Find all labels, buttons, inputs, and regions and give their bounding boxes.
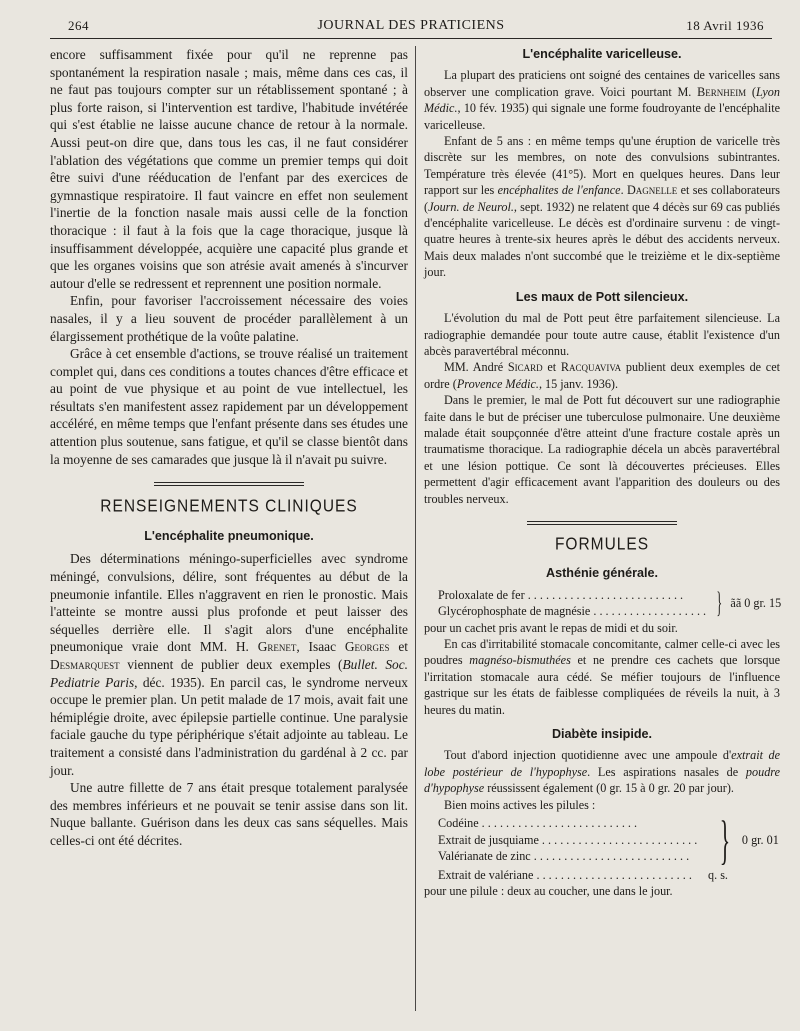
prescription-dose: 0 gr. 01	[741, 832, 779, 847]
subheading-encephalite-pneumonique: L'encéphalite pneumonique.	[144, 528, 314, 543]
subheading-asthenie: Asthénie générale.	[546, 566, 658, 581]
paragraph: Bien moins actives les pilules :	[444, 797, 596, 812]
prescription-item: Codéine . . .	[438, 815, 708, 831]
subheading-diabete: Diabète insipide.	[551, 727, 653, 742]
page-header	[50, 16, 772, 39]
paragraph: Grâce à cet ensemble d'actions, se trouve réalisé un traitement complet qui, dans ces conditions a toutes chances d'être efficace et au point de vue physique et au point de vue intellectuel, les résultats s'en manifestent assez rapidement par un développement accéléré, en même temps que l'enfant présente dans ses études une attention plus soutenue, sans fatigue, et qu'il se classe bientôt dans la moyenne de ses camarades que jusque là il n'avait pu suivre.	[50, 346, 408, 467]
paragraph: encore suffisamment fixée pour qu'il ne reprenne pas spontanément la respiration nasale ; mais, même dans ces cas, il ne faut pas toujours compter sur un rétablissement spontané ; à plus forte raison, si l'intervention est tardive, l'habitude invétérée qui s'est établie ne laisse aucune chance de retour à la normale. Aussi peut-on dire que, dans tous les cas, il ne faut considérer l'ablation des végétations que comme un premier temps qui doit être suivi d'une rééducation de l'enfant par des exercices de gymnastique respiratoire. Il faut vaincre en effet non seulement l'inertie de la fonction nasale mais aussi celle de la fonction thoracique : il faut à la fois que la cage thoracique, jusque là insuffisamment développée, acquière une capacité plus grande et que les organes voisins que son atrésie avait amenés à s'incurver autour d'elle se redressent et reprennent une position normale.	[50, 47, 408, 291]
paragraph: En cas d'irritabilité stomacale concomitante, calmer celle-ci avec les poudres magnéso-bismuthées et ne prendre ces cachets que lorsque l'irritation stomacale aura cédé. Se méfier toujours de l'influence gastrique sur les états de faiblesse compliquées de réveils la nuit, à 3 heures du matin.	[424, 637, 780, 717]
paragraph: MM. André Sicard et Racquaviva publient deux exemples de cet ordre (Provence Médic., 15 janv. 1936).	[424, 360, 780, 391]
prescription-pilules	[438, 810, 780, 871]
paragraph: Tout d'abord injection quotidienne avec une ampoule d'extrait de lobe postérieur de l'hypophyse. Les aspirations nasales de poudre d'hypophyse réussissent également (0 gr. 15 à 0 gr. 20 par jour).	[424, 748, 780, 796]
paragraph: Enfant de 5 ans : en même temps qu'une éruption de varicelle très discrète sur les membres, on note des convulsions subintrantes. Température très élevée (41°5). Mort en quelques heures. Dans leur rapport sur les encéphalites de l'enfance. Dagnelle et ses collaborateurs (Journ. de Neurol., sept. 1932) ne relatent que 4 décès sur 69 cas publiés d'encéphalite varicelleuse. Le décès est d'ordinaire survenu : de vingt-quatre heures à trente-six heures après le début des accidents nerveux. Mais deux malades n'ont succombé que le treizième et le dix-septième jour.	[424, 134, 781, 280]
prescription-dose: ãã 0 gr. 15	[730, 595, 782, 610]
column-divider	[415, 46, 416, 1011]
left-column	[50, 46, 408, 850]
prescription-asthenie	[438, 587, 780, 620]
brace-symbol: }	[716, 586, 723, 620]
paragraph: pour un cachet pris avant le repas de midi et du soir.	[424, 620, 678, 635]
journal-title: JOURNAL DES PRATICIENS	[317, 18, 505, 33]
section-separator	[527, 521, 677, 525]
prescription-item: Extrait de valériane . . .	[438, 867, 708, 883]
right-column	[424, 46, 780, 900]
paragraph: La plupart des praticiens ont soigné des centaines de varicelles sans observer une complication grave. Voici pourtant M. Bernheim (Lyon Médic., 10 fév. 1935) qui signale une forme foudroyante de l'encéphalite varicelleuse.	[424, 68, 780, 132]
paragraph: Des déterminations méningo-superficielles avec syndrome méningé, convulsions, délire, sont fréquentes au début de la pneumonie infantile. Elles n'aggravent en rien le pronostic. Mais l'atteinte se montre aussi plus profonde et peut laisser des séquelles derrière elle. Il s'agit alors d'une encéphalite pneumonique vraie dont MM. H. Grenet, Isaac Georges et Desmarquest viennent de publier deux exemples (Bullet. Soc. Pediatrie Paris, déc. 1935). En parcil cas, le syndrome nerveux occupe le premier plan. Un petit malade de 17 mois, avait fait une hémiplégie droite, avec épilepsie partielle continue. Une paralysie faciale gauche du type périphérique s'était adjointe au tableau. Le traitement a consisté dans l'administration du gardénal à 2 cc. par jour.	[50, 551, 409, 778]
paragraph: L'évolution du mal de Pott peut être parfaitement silencieuse. La radiographie demandée pour toute autre cause, établit l'existence d'un abcès paravertébral méconnu.	[424, 311, 780, 358]
prescription-item: Extrait de jusquiame . . .	[438, 832, 708, 848]
paragraph: Une autre fillette de 7 ans était presque totalement paralysée des membres inférieurs et ne pouvait se tenir assise dans son lit. Nuque ballante. Guérison dans les deux cas sans séquelles. Mais celles-ci ont été décrites.	[50, 780, 408, 848]
paragraph: pour une pilule : deux au coucher, une dans le jour.	[424, 884, 673, 899]
issue-date: 18 Avril 1936	[686, 18, 764, 33]
section-separator	[154, 482, 304, 486]
paragraph: Enfin, pour favoriser l'accroissement nécessaire des voies nasales, il y a lieu souvent de procéder parallèlement à un élargissement prothétique de la voûte palatine.	[50, 293, 408, 344]
subheading-encephalite-varicelleuse: L'encéphalite varicelleuse.	[522, 47, 682, 61]
prescription-dose: q. s.	[708, 868, 728, 883]
subheading-maux-de-pott: Les maux de Pott silencieux.	[515, 289, 689, 304]
paragraph: Dans le premier, le mal de Pott fut découvert sur une radiographie faite dans le but de préciser une tuberculose pulmonaire. Une deuxième malade était soupçonnée d'être atteint d'une fracture costale après un traumatisme thoracique. La radiographie décela un abcès paravertébral et une lésion pottique. Ce sont là découvertes précieuses. Elles permettent d'agir efficacement avant l'apparition des douleurs ou des troubles nerveux.	[424, 393, 780, 506]
prescription-item: Glycérophosphate de magnésie . . .	[438, 603, 708, 619]
prescription-item: Proloxalate de fer . . .	[438, 587, 708, 603]
brace-symbol: }	[719, 810, 731, 871]
prescription-item: Valérianate de zinc . . .	[438, 848, 708, 864]
page-number: 264	[68, 18, 89, 33]
section-title-formules: FORMULES	[554, 534, 650, 555]
section-title-renseignements: RENSEIGNEMENTS CLINIQUES	[100, 496, 358, 517]
